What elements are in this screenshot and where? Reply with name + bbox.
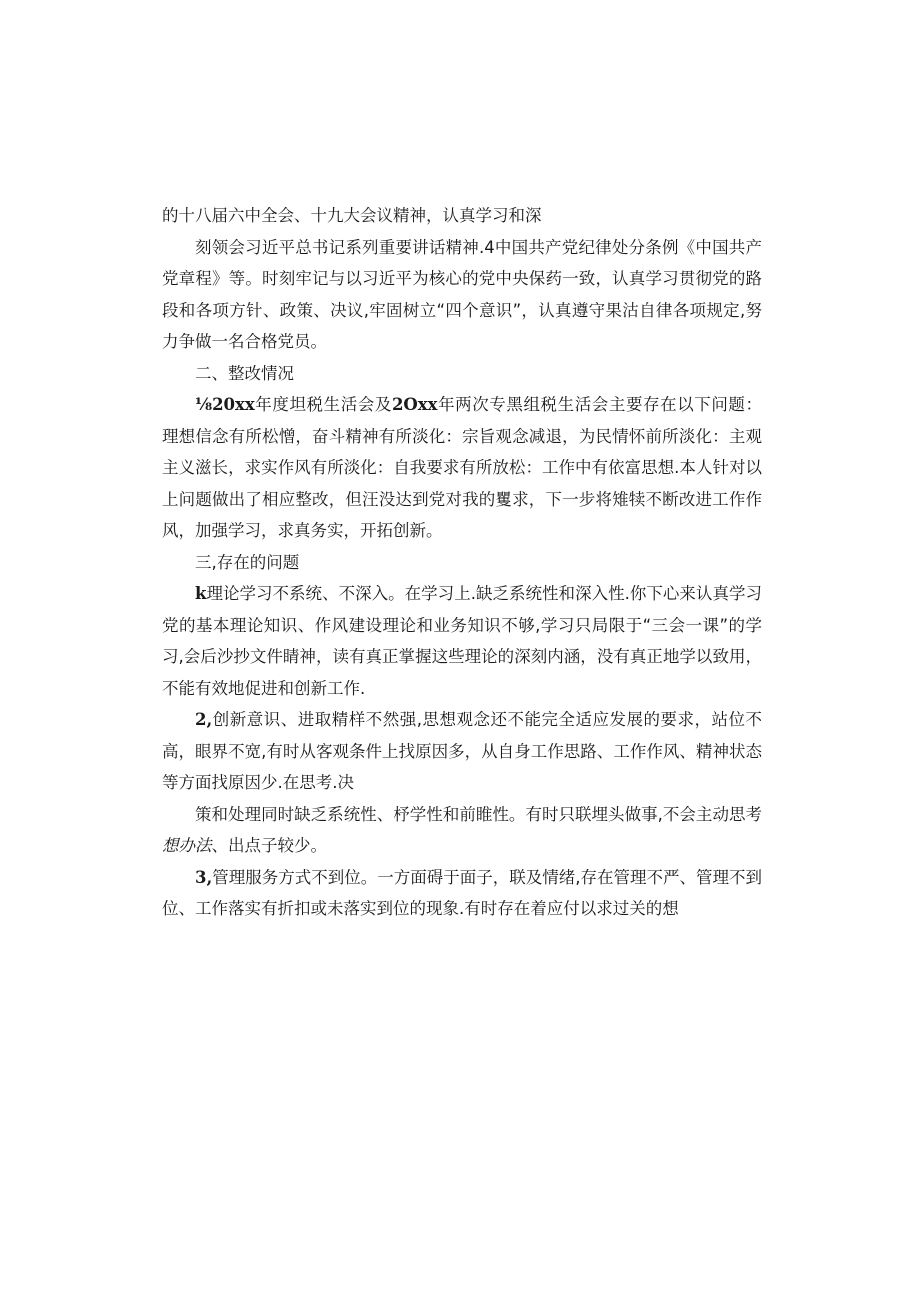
paragraph-3-lead: ⅛20xx (195, 395, 255, 414)
paragraph-1 (162, 200, 762, 232)
paragraph-2-text: 刻领会习近平总书记系列重要讲话精神.4中国共产党纪律处分条例《中国共产党章程》等。时刻牢记与以习近平为核心的党中央保药一致，认真学习贯彻党的路段和各项方针、政策、决议,牢固树立“四个意识”，认真遵守果沽自律各项规定,努力争做一名合格党员。 (162, 237, 762, 351)
paragraph-3 (162, 389, 762, 547)
paragraph-3-lead-2: 2Oxx (391, 395, 438, 414)
paragraph-3-text: 年两次专黑组税生活会主要存在以下问题：理想信念有所松憎，奋斗精神有所淡化：宗旨观念减退，为民情怀前所淡化：主观主义滋长，求实作风有所淡化：自我要求有所放松：工作中有依富思想.本人针对以上问题做出了相应整改，但汪没达到党对我的矍求，下一步将雉犊不断改进工作作风，加强学习，求真务实，开拓创新。 (162, 395, 763, 540)
paragraph-5-text: 创新意识、进取精样不然强,思想观念还不能完全适应发展的要求，站位不高，眼界不宽,有时从客观条件上找原因多，从自身工作思路、工作作风、精神状态等方面找原因少.在思考.决 (162, 710, 762, 792)
section-heading-3 (162, 547, 762, 579)
paragraph-3-mid: 年度坦税生活会及 (254, 395, 392, 414)
paragraph-6 (162, 799, 762, 862)
paragraph-6-end: 、出点子较少。 (211, 836, 327, 855)
section-heading-3-text: 三,存在的问题 (195, 552, 300, 572)
paragraph-1-text: 的十八届六中全会、十九大会议精神，认真学习和深 (162, 206, 542, 225)
section-heading-2-text: 二、整改情况 (195, 363, 294, 383)
paragraph-4-text: 理论学习不系统、不深入。在学习上.缺乏系统性和深入性.你下心来认真学习党的基本理论知识、作风建设理论和业务知识不够,学习只局限于“三会一课”的学习,会后沙抄文件睛神，读有真正掌握这些理论的深刻内涵，没有真正地学以致用，不能有效地促进和创新工作. (162, 584, 762, 698)
paragraph-7-text: 管理服务方式不到位。一方面碍于面子，联及情绪,存在管理不严、管理不到位、工作落实有折扣或未落实到位的现象.有时存在着应付以求过关的想 (162, 867, 762, 918)
document-page (162, 200, 762, 925)
paragraph-6-text: 策和处理同时缺乏系统性、杼学性和前睢性。有时只联埋头做事,不会主动思考 (195, 804, 762, 824)
section-heading-2 (162, 358, 762, 390)
paragraph-4-lead: k (195, 584, 207, 603)
paragraph-4 (162, 578, 762, 704)
paragraph-6-italic: 想办法 (162, 836, 212, 855)
paragraph-7 (162, 862, 762, 925)
paragraph-5 (162, 704, 762, 799)
paragraph-5-lead: 2, (195, 710, 213, 729)
paragraph-7-lead: 3, (195, 867, 213, 887)
paragraph-2 (162, 232, 762, 358)
